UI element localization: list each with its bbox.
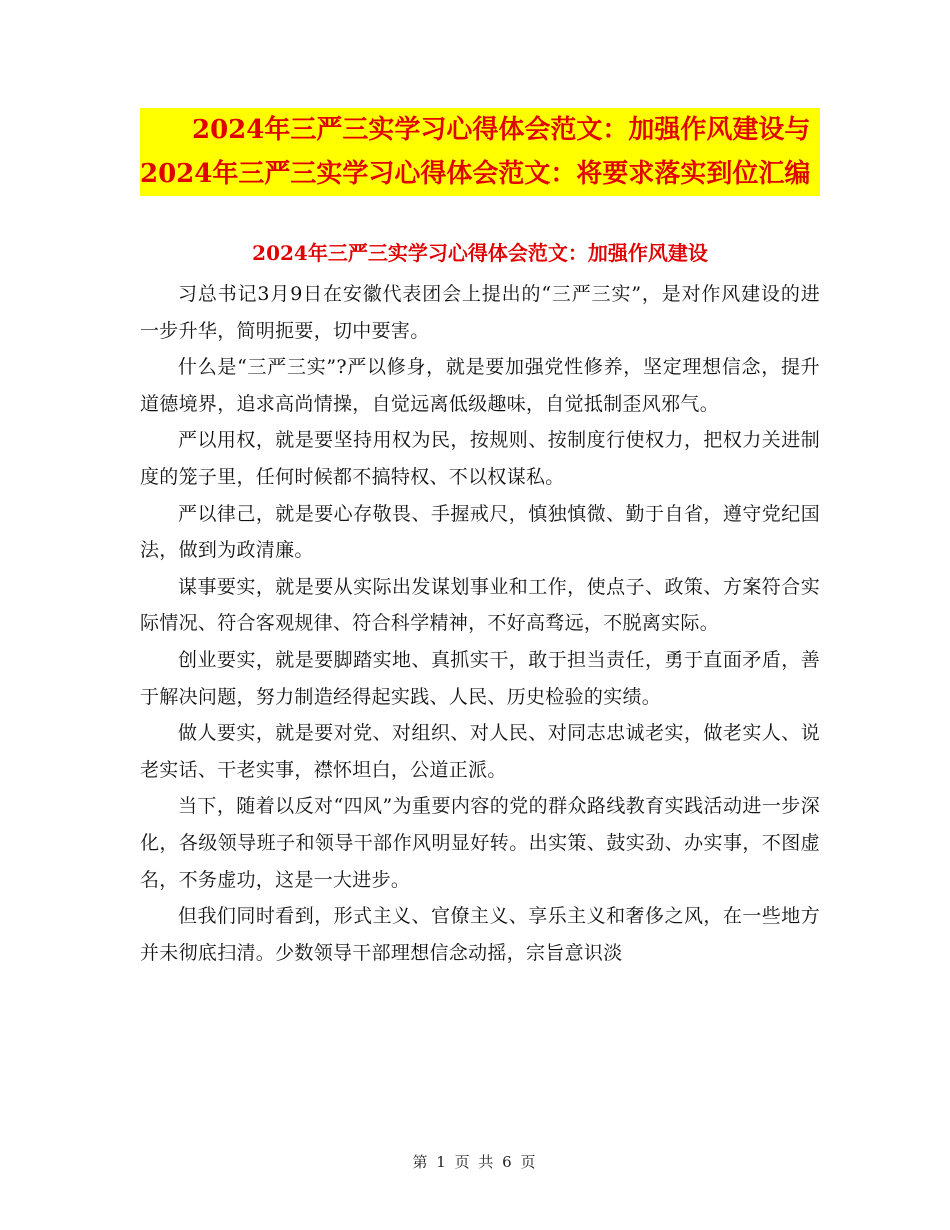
paragraph: 谋事要实，就是要从实际出发谋划事业和工作，使点子、政策、方案符合实际情况、符合客观规律、符合科学精神，不好高骛远，不脱离实际。 [140,575,820,635]
paragraph: 什么是“三严三实”?严以修身，就是要加强党性修养，坚定理想信念，提升道德境界，追求高尚情操，自觉远离低级趣味，自觉抵制歪风邪气。 [140,356,820,415]
paragraph: 做人要实，就是要对党、对组织、对人民、对同志忠诚老实，做老实人、说老实话、干老实事，襟怀坦白，公道正派。 [140,722,820,781]
page-footer: 第 1 页 共 6 页 [412,1153,538,1171]
title-line-2 [140,152,820,196]
title-line-1 [140,108,820,152]
document-title [140,108,820,196]
title-line-1-text: 2024年三严三实学习心得体会范文：加强作风建设与 [192,115,811,145]
paragraph: 严以律己，就是要心存敬畏、手握戒尺，慎独慎微、勤于自省，遵守党纪国法，做到为政清廉。 [140,502,820,562]
paragraph: 当下，随着以反对“四风”为重要内容的党的群众路线教育实践活动进一步深化，各级领导班子和领导干部作风明显好转。出实策、鼓实劲、办实事，不图虚名，不务虚功，这是一大进步。 [140,795,820,891]
paragraph: 严以用权，就是要坚持用权为民，按规则、按制度行使权力，把权力关进制度的笼子里，任何时候都不搞特权、不以权谋私。 [140,429,820,488]
section-title: 2024年三严三实学习心得体会范文：加强作风建设 [252,241,708,265]
title-line-2-text: 2024年三严三实学习心得体会范文：将要求落实到位汇编 [140,159,811,189]
paragraph: 创业要实，就是要脚踏实地、真抓实干，敢于担当责任，勇于直面矛盾，善于解决问题，努力制造经得起实践、人民、历史检验的实绩。 [140,648,820,708]
paragraph: 但我们同时看到，形式主义、官僚主义、享乐主义和奢侈之风，在一些地方并未彻底扫清。少数领导干部理想信念动摇，宗旨意识淡 [140,905,820,964]
document-body [140,276,820,971]
paragraph: 习总书记3月9日在安徽代表团会上提出的“三严三实”，是对作风建设的进一步升华，简明扼要，切中要害。 [140,283,820,342]
